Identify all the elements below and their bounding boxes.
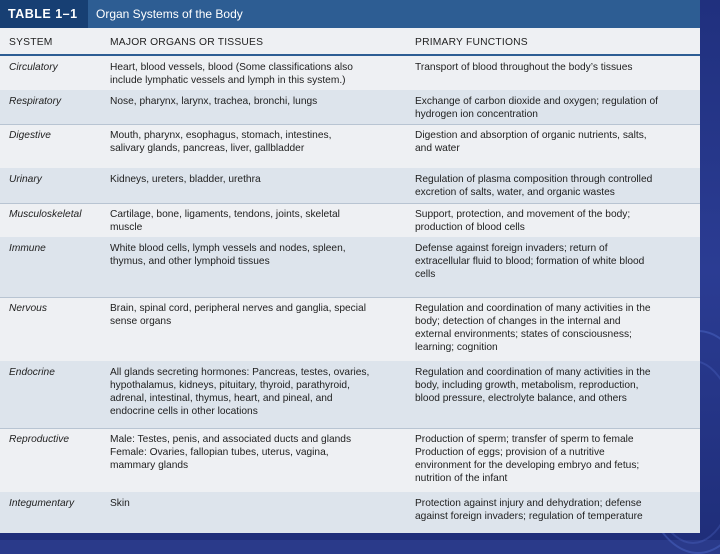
organs-cell-line: mammary glands [110, 460, 189, 471]
functions-cell-line: Digestion and absorption of organic nutrients, salts, [415, 130, 647, 141]
organs-cell-line: Nose, pharynx, larynx, trachea, bronchi, lungs [110, 96, 318, 107]
organs-cell-line: Skin [110, 498, 130, 509]
organs-cell-line: sense organs [110, 316, 172, 327]
organs-cell [110, 129, 402, 155]
organs-cell-line: Kidneys, ureters, bladder, urethra [110, 174, 261, 185]
table-row [0, 361, 700, 429]
organs-cell-line: Heart, blood vessels, blood (Some classifications also [110, 62, 353, 73]
functions-cell-line: extracellular fluid to blood; formation of white blood [415, 256, 645, 267]
system-name: Reproductive [9, 434, 70, 445]
organs-cell [110, 433, 402, 472]
functions-cell [415, 366, 697, 405]
organs-cell-line: thymus, and other lymphoid tissues [110, 256, 270, 267]
functions-cell [415, 242, 697, 281]
header-organs: MAJOR ORGANS OR TISSUES [110, 37, 264, 48]
functions-cell [415, 433, 697, 485]
system-name: Endocrine [9, 367, 55, 378]
system-name: Circulatory [9, 62, 58, 73]
organs-cell [110, 173, 402, 186]
table-title-bar [0, 0, 700, 28]
system-name: Urinary [9, 174, 42, 185]
functions-cell [415, 129, 697, 155]
table-row [0, 237, 700, 298]
functions-cell [415, 302, 697, 354]
table-title: Organ Systems of the Body [96, 7, 243, 21]
organs-cell [110, 242, 402, 268]
functions-cell-line: production of blood cells [415, 222, 525, 233]
system-name: Immune [9, 243, 46, 254]
organs-cell-line: hypothalamus, kidneys, pituitary, thyroid, parathyroid, [110, 380, 350, 391]
organs-cell [110, 366, 402, 418]
table-row [0, 124, 700, 169]
organs-cell-line: include lymphatic vessels and lymph in this system.) [110, 75, 346, 86]
functions-cell [415, 497, 697, 523]
table-row [0, 168, 700, 204]
functions-cell-line: blood pressure, electrolyte balance, and others [415, 393, 627, 404]
organs-cell-line: salivary glands, pancreas, liver, gallbladder [110, 143, 305, 154]
table-label: TABLE 1–1 [0, 0, 88, 28]
functions-cell [415, 95, 697, 121]
organs-cell-line: adrenal, intestinal, thymus, heart, and pineal, and [110, 393, 333, 404]
system-name: Musculoskeletal [9, 209, 82, 220]
functions-cell-line: Regulation and coordination of many activities in the [415, 303, 651, 314]
table-row [0, 428, 700, 493]
functions-cell-line: Exchange of carbon dioxide and oxygen; regulation of [415, 96, 658, 107]
functions-cell-line: Support, protection, and movement of the body; [415, 209, 631, 220]
table-row [0, 297, 700, 362]
functions-cell-line: Production of eggs; provision of a nutritive [415, 447, 605, 458]
organs-cell-line: Male: Testes, penis, and associated ducts and glands [110, 434, 352, 445]
functions-cell [415, 173, 697, 199]
functions-cell-line: body; detection of changes in the internal and [415, 316, 621, 327]
functions-cell-line: Production of sperm; transfer of sperm to female [415, 434, 634, 445]
organs-cell-line: Female: Ovaries, fallopian tubes, uterus, vagina, [110, 447, 329, 458]
organs-cell-line: endocrine cells in other locations [110, 406, 258, 417]
organs-cell-line: muscle [110, 222, 143, 233]
functions-cell-line: and water [415, 143, 460, 154]
functions-cell-line: external environments; states of consciousness; [415, 329, 632, 340]
functions-cell-line: environment for the developing embryo and fetus; [415, 460, 640, 471]
functions-cell [415, 61, 697, 74]
table-row [0, 492, 700, 533]
functions-cell-line: excretion of salts, water, and organic wastes [415, 187, 615, 198]
table-row [0, 90, 700, 125]
functions-cell-line: cells [415, 269, 436, 280]
system-name: Digestive [9, 130, 51, 141]
organs-cell-line: White blood cells, lymph vessels and nodes, spleen, [110, 243, 346, 254]
organs-cell [110, 95, 402, 108]
system-name: Nervous [9, 303, 47, 314]
header-system: SYSTEM [9, 37, 53, 48]
functions-cell-line: Regulation of plasma composition through controlled [415, 174, 653, 185]
functions-cell-line: Transport of blood throughout the body’s tissues [415, 62, 633, 73]
table-row [0, 56, 700, 91]
functions-cell-line: Regulation and coordination of many activities in the [415, 367, 651, 378]
organs-cell [110, 497, 402, 510]
functions-cell-line: against foreign invaders; regulation of temperature [415, 511, 643, 522]
organs-cell-line: Mouth, pharynx, esophagus, stomach, intestines, [110, 130, 332, 141]
organs-cell-line: Cartilage, bone, ligaments, tendons, joints, skeletal [110, 209, 340, 220]
table-row [0, 203, 700, 238]
organs-cell-line: Brain, spinal cord, peripheral nerves and ganglia, special [110, 303, 366, 314]
organs-cell [110, 61, 402, 87]
system-name: Integumentary [9, 498, 75, 509]
functions-cell-line: nutrition of the infant [415, 473, 508, 484]
functions-cell-line: Protection against injury and dehydration; defense [415, 498, 642, 509]
header-functions: PRIMARY FUNCTIONS [415, 37, 528, 48]
functions-cell-line: learning; cognition [415, 342, 498, 353]
system-name: Respiratory [9, 96, 62, 107]
organs-cell-line: All glands secreting hormones: Pancreas, testes, ovaries, [110, 367, 370, 378]
table-header-row [0, 32, 700, 56]
functions-cell-line: hydrogen ion concentration [415, 109, 538, 120]
organs-cell [110, 302, 402, 328]
functions-cell-line: Defense against foreign invaders; return of [415, 243, 608, 254]
organs-cell [110, 208, 402, 234]
functions-cell-line: body, including growth, metabolism, reproduction, [415, 380, 639, 391]
functions-cell [415, 208, 697, 234]
